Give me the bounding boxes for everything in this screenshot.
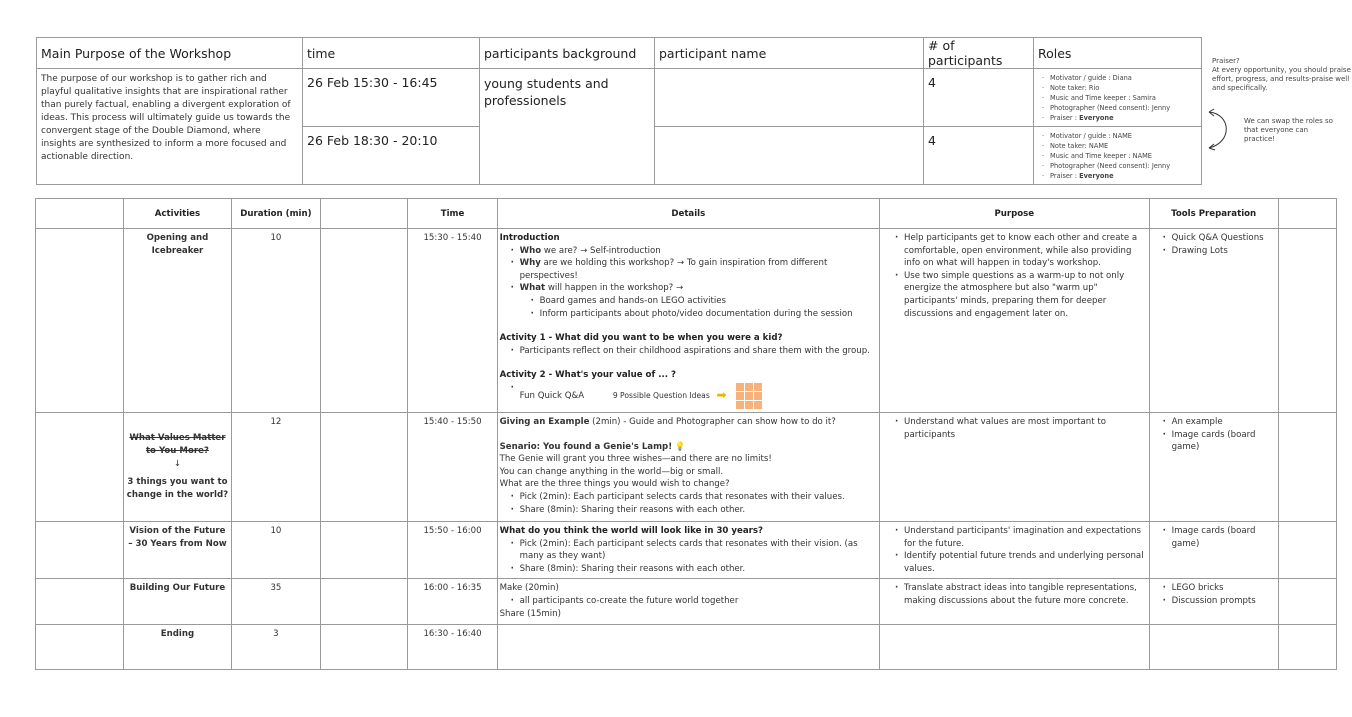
purpose-building bbox=[880, 579, 1150, 625]
blank-cell bbox=[36, 579, 124, 625]
activity-building: Building Our Future bbox=[124, 579, 231, 625]
activity-values-struck: What Values Matter to You More? bbox=[129, 433, 226, 457]
purpose-values bbox=[880, 412, 1150, 521]
vision-title: What do you think the world will look like in 30 years? bbox=[499, 525, 763, 536]
activity2-title: Activity 2 - What's your value of ... ? bbox=[499, 370, 676, 381]
time-values: 15:40 - 15:50 bbox=[408, 412, 497, 521]
role-item: · Motivator / guide : Diana bbox=[1050, 73, 1201, 83]
list-item: · Drawing Lots bbox=[1172, 245, 1276, 258]
role-item-praiser bbox=[1050, 171, 1201, 181]
role-item: · Photographer (Need consent): Jenny bbox=[1050, 103, 1201, 113]
role-item: · Motivator / guide : NAME bbox=[1050, 131, 1201, 141]
tools-list bbox=[1152, 232, 1276, 257]
question-grid-icon[interactable] bbox=[735, 382, 762, 409]
activity-values bbox=[124, 412, 231, 521]
who-text: we are? → Self-introduction bbox=[541, 245, 661, 256]
blank-cell bbox=[321, 412, 408, 521]
lamp-icon: 💡 bbox=[674, 441, 686, 452]
make-list bbox=[500, 595, 877, 608]
table-row-vision bbox=[36, 521, 1337, 578]
list-item bbox=[520, 382, 877, 409]
purpose-list bbox=[882, 416, 1147, 441]
intro-title: Introduction bbox=[499, 233, 560, 243]
background-cell bbox=[480, 69, 655, 185]
blank-cell bbox=[321, 625, 408, 670]
header-activities: Activities bbox=[124, 199, 231, 229]
list-item: · Participants reflect on their childhood aspirations and share them with the group. bbox=[520, 345, 877, 358]
session2-participant-count: 4 bbox=[928, 133, 936, 148]
praiser-note-title: Praiser? bbox=[1212, 57, 1240, 65]
time-ending: 16:30 - 16:40 bbox=[408, 625, 497, 670]
blank-cell bbox=[36, 412, 124, 521]
activity2-item: Fun Quick Q&A bbox=[519, 390, 585, 401]
session1-roles bbox=[1034, 69, 1202, 127]
tools-building bbox=[1149, 579, 1278, 625]
tools-opening bbox=[1149, 229, 1278, 413]
role-item: · Music and Time keeper : NAME bbox=[1050, 151, 1201, 161]
blank-cell bbox=[1278, 625, 1336, 670]
activity1-list bbox=[500, 345, 877, 358]
why-text-struck: this workshop? bbox=[609, 258, 675, 269]
what-text: will happen in the workshop? → bbox=[545, 283, 684, 294]
header-participant-count: # of participants bbox=[924, 38, 1034, 69]
right-arrow-icon: ➡ bbox=[716, 388, 727, 403]
duration-building: 35 bbox=[231, 579, 321, 625]
header-roles: Roles bbox=[1034, 38, 1202, 69]
tools-vision bbox=[1149, 521, 1278, 578]
workshop-overview-table bbox=[36, 37, 1202, 185]
purpose-cell bbox=[37, 69, 303, 185]
list-item: · Help participants get to know each other and create a comfortable, open environment, while also providing info on what will happen in today's workshop. bbox=[904, 232, 1147, 270]
purpose-text: The purpose of our workshop is to gather rich and playful qualitative insights that are inspirational rather than purely factual, enabling a divergent exploration of ideas. This process will ultimately guide us towards the convergent stage of the Double Diamond, where insights are synthesized to inform a more focused and actionable direction. bbox=[41, 74, 291, 162]
activity-vision: Vision of the Future – 30 Years from Now bbox=[124, 521, 231, 578]
scenario-text: You can change anything in the world—big or small. bbox=[499, 466, 724, 477]
blank-cell bbox=[1278, 229, 1336, 413]
example-label: Giving an Example bbox=[499, 416, 590, 427]
list-item: · all participants co-create the future world together bbox=[520, 595, 877, 608]
header-participant-name: participant name bbox=[655, 38, 924, 69]
list-item: · Use two simple questions as a warm-up to not only energize the atmosphere but also "warm up" participants' minds, preparing them for deeper discussions and engagement later on. bbox=[904, 270, 1147, 320]
purpose-vision bbox=[880, 521, 1150, 578]
time-vision: 15:50 - 16:00 bbox=[408, 521, 497, 578]
intro-list bbox=[500, 245, 877, 295]
duration-vision: 10 bbox=[231, 521, 321, 578]
scenario-title: Senario: You found a Genie's Lamp! bbox=[499, 441, 673, 452]
list-item bbox=[520, 282, 877, 295]
table-row-ending bbox=[36, 625, 1337, 670]
blank-cell bbox=[1278, 412, 1336, 521]
blank-cell bbox=[36, 229, 124, 413]
session1-participant-name bbox=[655, 69, 924, 127]
header-time: Time bbox=[408, 199, 497, 229]
activity-values-title: 3 things you want to change in the world? bbox=[126, 477, 229, 500]
list-item: · Share (8min): Sharing their reasons with each other. bbox=[520, 563, 877, 576]
list-item: · Understand participants' imagination and expectations for the future. bbox=[904, 525, 1147, 550]
session2-count-cell bbox=[924, 127, 1034, 185]
details-ending bbox=[497, 625, 879, 670]
activity1-title: Activity 1 - What did you want to be when you were a kid? bbox=[499, 333, 783, 344]
header-details: Details bbox=[497, 199, 879, 229]
header-time: time bbox=[303, 38, 480, 69]
make-step: Make (20min) bbox=[499, 583, 559, 594]
tools-list bbox=[1152, 416, 1276, 454]
details-values bbox=[497, 412, 879, 521]
time-building: 16:00 - 16:35 bbox=[408, 579, 497, 625]
tools-list bbox=[1152, 582, 1276, 607]
header-participants-background: participants background bbox=[480, 38, 655, 69]
list-item bbox=[520, 257, 877, 282]
schedule-header-row bbox=[36, 199, 1337, 229]
example-line bbox=[500, 416, 877, 429]
scenario-line bbox=[500, 441, 877, 454]
why-text-rest: → To gain inspiration from different perspectives! bbox=[519, 258, 828, 281]
why-label: Why bbox=[519, 258, 541, 269]
duration-values: 12 bbox=[231, 412, 321, 521]
table-row-building bbox=[36, 579, 1337, 625]
example-text: (2min) - Guide and Photographer can show how to do it? bbox=[589, 416, 836, 427]
purpose-list bbox=[882, 232, 1147, 320]
question-ideas-note: 9 Possible Question Ideas bbox=[612, 390, 710, 400]
tools-list bbox=[1152, 525, 1276, 550]
duration-ending: 3 bbox=[231, 625, 321, 670]
time-opening: 15:30 - 15:40 bbox=[408, 229, 497, 413]
list-item: · LEGO bricks bbox=[1172, 582, 1276, 595]
role-item-praiser bbox=[1050, 113, 1201, 123]
activity2-list bbox=[500, 382, 877, 409]
blank-cell bbox=[1278, 521, 1336, 578]
table-row-values bbox=[36, 412, 1337, 521]
list-item: · Translate abstract ideas into tangible representations, making discussions about the future more concrete. bbox=[904, 582, 1147, 607]
purpose-ending bbox=[880, 625, 1150, 670]
praiser-value: Everyone bbox=[1079, 172, 1114, 180]
details-vision bbox=[497, 521, 879, 578]
list-item: · Discussion prompts bbox=[1172, 595, 1276, 608]
scenario-text: What are the three things you would wish to change? bbox=[499, 479, 730, 490]
praiser-note bbox=[1212, 57, 1351, 93]
share-step: Share (15min) bbox=[499, 608, 561, 619]
participants-background: young students and professionels bbox=[484, 76, 609, 108]
list-item: · Image cards (board game) bbox=[1172, 525, 1276, 550]
tools-ending bbox=[1149, 625, 1278, 670]
who-label: Who bbox=[519, 245, 542, 256]
header-blank bbox=[1278, 199, 1336, 229]
header-blank bbox=[321, 199, 408, 229]
workshop-schedule-table bbox=[35, 198, 1337, 670]
header-main-purpose: Main Purpose of the Workshop bbox=[37, 38, 303, 69]
session1-time: 26 Feb 15:30 - 16:45 bbox=[307, 75, 438, 90]
session1-count-cell bbox=[924, 69, 1034, 127]
blank-cell bbox=[1278, 579, 1336, 625]
header-purpose: Purpose bbox=[880, 199, 1150, 229]
tools-values bbox=[1149, 412, 1278, 521]
list-item: · Identify potential future trends and underlying personal values. bbox=[904, 550, 1147, 575]
session1-participant-count: 4 bbox=[928, 75, 936, 90]
blank-cell bbox=[36, 521, 124, 578]
blank-cell bbox=[321, 579, 408, 625]
details-building bbox=[497, 579, 879, 625]
list-item bbox=[520, 245, 877, 258]
duration-opening: 10 bbox=[231, 229, 321, 413]
list-item: · Pick (2min): Each participant selects cards that resonates with their vision. (as many as they want) bbox=[520, 538, 877, 563]
details-opening bbox=[497, 229, 879, 413]
praiser-note-text: At every opportunity, you should praise effort, progress, and results-praise well and specifically. bbox=[1212, 66, 1351, 92]
role-item: · Photographer (Need consent): Jenny bbox=[1050, 161, 1201, 171]
purpose-list bbox=[882, 582, 1147, 607]
list-item: · Understand what values are most important to participants bbox=[904, 416, 1147, 441]
header-duration: Duration (min) bbox=[231, 199, 321, 229]
session1-time-cell bbox=[303, 69, 480, 127]
session2-time-cell bbox=[303, 127, 480, 185]
list-item: · Board games and hands-on LEGO activities bbox=[540, 295, 877, 308]
swap-arrow-icon bbox=[1205, 108, 1237, 152]
swap-roles-note: We can swap the roles so that everyone can practice! bbox=[1244, 117, 1333, 143]
role-item: · Music and Time keeper : Samira bbox=[1050, 93, 1201, 103]
role-item: · Note taker: Rio bbox=[1050, 83, 1201, 93]
list-item: · Pick (2min): Each participant selects cards that resonates with their values. bbox=[520, 491, 877, 504]
blank-cell bbox=[321, 229, 408, 413]
header-blank bbox=[36, 199, 124, 229]
vision-steps-list bbox=[500, 538, 877, 576]
down-arrow-icon: ↓ bbox=[173, 458, 182, 469]
list-item: · Inform participants about photo/video documentation during the session bbox=[540, 308, 877, 321]
list-item: · Share (8min): Sharing their reasons with each other. bbox=[520, 504, 877, 517]
praiser-value: Everyone bbox=[1079, 114, 1114, 122]
list-item: · An example bbox=[1172, 416, 1276, 429]
role-item: · Note taker: NAME bbox=[1050, 141, 1201, 151]
scenario-text: The Genie will grant you three wishes—and there are no limits! bbox=[499, 454, 772, 465]
overview-header-row bbox=[37, 38, 1202, 69]
activity-opening: Opening and Icebreaker bbox=[124, 229, 231, 413]
praiser-label: Praiser : bbox=[1050, 172, 1080, 180]
purpose-opening bbox=[880, 229, 1150, 413]
session-row-1 bbox=[37, 69, 1202, 127]
praiser-label: Praiser : bbox=[1050, 114, 1080, 122]
list-item: · Image cards (board game) bbox=[1172, 429, 1276, 454]
activity-ending: Ending bbox=[124, 625, 231, 670]
purpose-list bbox=[882, 525, 1147, 575]
session2-roles bbox=[1034, 127, 1202, 185]
values-steps-list bbox=[500, 491, 877, 516]
session2-time: 26 Feb 18:30 - 20:10 bbox=[307, 133, 438, 148]
header-tools: Tools Preparation bbox=[1149, 199, 1278, 229]
blank-cell bbox=[36, 625, 124, 670]
session2-participant-name bbox=[655, 127, 924, 185]
list-item: · Quick Q&A Questions bbox=[1172, 232, 1276, 245]
table-row-opening bbox=[36, 229, 1337, 413]
blank-cell bbox=[321, 521, 408, 578]
what-label: What bbox=[519, 283, 546, 294]
why-text: are we holding bbox=[540, 258, 610, 269]
intro-sublist bbox=[500, 295, 877, 320]
